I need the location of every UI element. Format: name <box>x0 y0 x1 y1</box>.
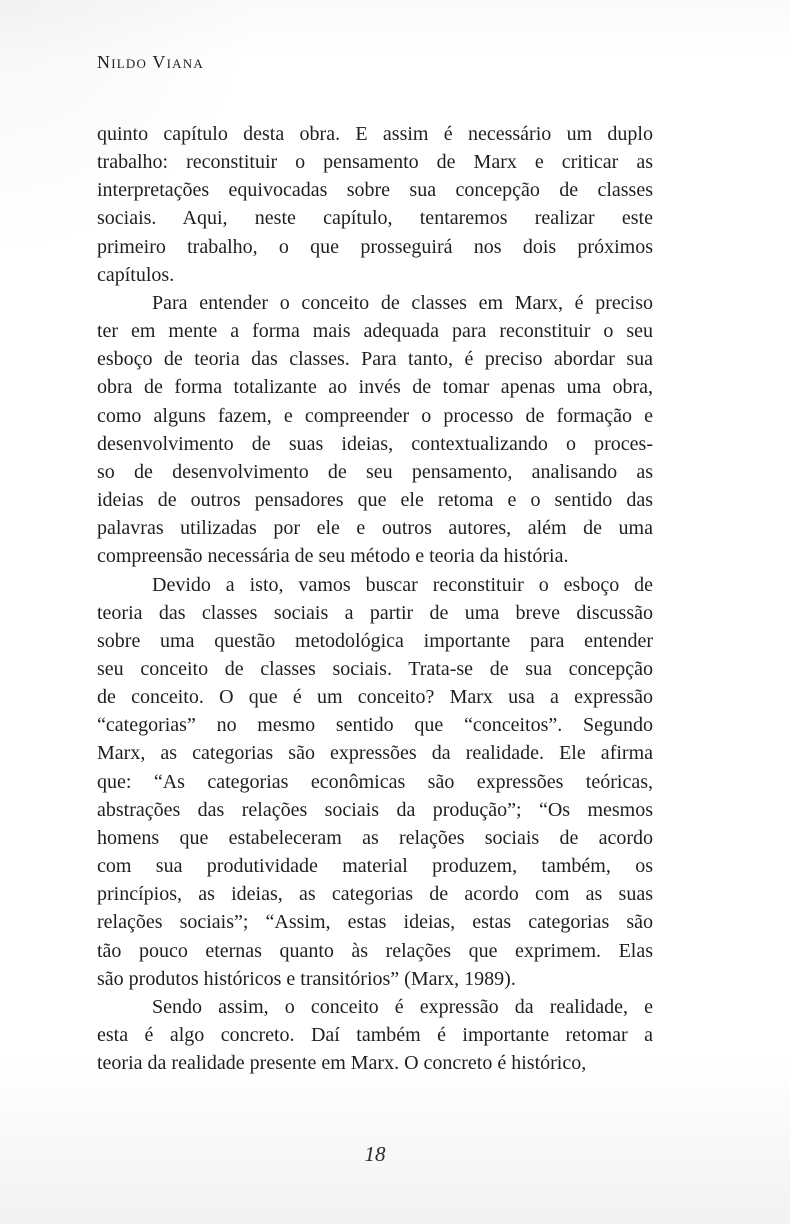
paragraph <box>97 993 653 1077</box>
running-header <box>97 52 653 73</box>
text-column <box>97 120 653 1077</box>
text-line: compreensão necessária de seu método e teoria da história. <box>97 545 569 568</box>
text-line: esboço de teoria das classes. Para tanto, é preciso abordar sua <box>97 348 653 371</box>
text-line: ter em mente a forma mais adequada para reconstituir o seu <box>97 320 653 343</box>
text-line: sobre uma questão metodológica importante para entender <box>97 629 653 652</box>
text-line: sociais. Aqui, neste capítulo, tentaremos realizar este <box>97 207 653 230</box>
text-line: esta é algo concreto. Daí também é importante retomar a <box>97 1024 653 1046</box>
text-line: de conceito. O que é um conceito? Marx usa a expressão <box>97 686 653 709</box>
text-line: Para entender o conceito de classes em Marx, é preciso <box>152 291 653 314</box>
text-line: abstrações das relações sociais da produção”; “Os mesmos <box>97 798 653 821</box>
text-line: princípios, as ideias, as categorias de acordo com as suas <box>97 883 653 906</box>
text-line: interpretações equivocadas sobre sua concepção de classes <box>97 179 653 202</box>
paragraph <box>97 571 653 993</box>
text-line: tão pouco eternas quanto às relações que exprimem. Elas <box>97 939 653 962</box>
paragraph <box>97 289 653 571</box>
text-line: com sua produtividade material produzem, também, os <box>97 855 653 878</box>
text-line: primeiro trabalho, o que prosseguirá nos dois próximos <box>97 235 653 258</box>
text-line: são produtos históricos e transitórios” (Marx, 1989). <box>97 967 516 990</box>
text-line: “categorias” no mesmo sentido que “conceitos”. Segundo <box>97 714 653 737</box>
text-line: homens que estabeleceram as relações sociais de acordo <box>97 826 653 849</box>
text-line: que: “As categorias econômicas são expressões teóricas, <box>97 770 653 793</box>
text-line: ideias de outros pensadores que ele retoma e o sentido das <box>97 489 653 512</box>
text-line: teoria da realidade presente em Marx. O concreto é histórico, <box>97 1052 587 1075</box>
text-line: Marx, as categorias são expressões da realidade. Ele afirma <box>97 742 653 765</box>
page-footer <box>97 1142 653 1167</box>
text-line: capítulos. <box>97 263 175 286</box>
text-line: teoria das classes sociais a partir de uma breve discussão <box>97 601 653 624</box>
page-number: 18 <box>364 1142 386 1166</box>
text-line: desenvolvimento de suas ideias, contextualizando o proces- <box>97 432 653 455</box>
text-line: como alguns fazem, e compreender o processo de formação e <box>97 404 653 427</box>
text-line: so de desenvolvimento de seu pensamento, analisando as <box>97 460 653 483</box>
text-line: palavras utilizadas por ele e outros autores, além de uma <box>97 517 653 540</box>
text-line: quinto capítulo desta obra. E assim é necessário um duplo <box>97 123 653 145</box>
text-line: trabalho: reconstituir o pensamento de Marx e criticar as <box>97 151 653 174</box>
text-line: Sendo assim, o conceito é expressão da realidade, e <box>152 995 653 1018</box>
text-line: obra de forma totalizante ao invés de tomar apenas uma obra, <box>97 376 653 399</box>
text-line: seu conceito de classes sociais. Trata-se de sua concepção <box>97 657 653 680</box>
paragraph <box>97 120 653 289</box>
author-name: Nildo Viana <box>97 52 204 72</box>
text-line: relações sociais”; “Assim, estas ideias, estas categorias são <box>97 911 653 934</box>
text-line: Devido a isto, vamos buscar reconstituir o esboço de <box>152 573 653 596</box>
